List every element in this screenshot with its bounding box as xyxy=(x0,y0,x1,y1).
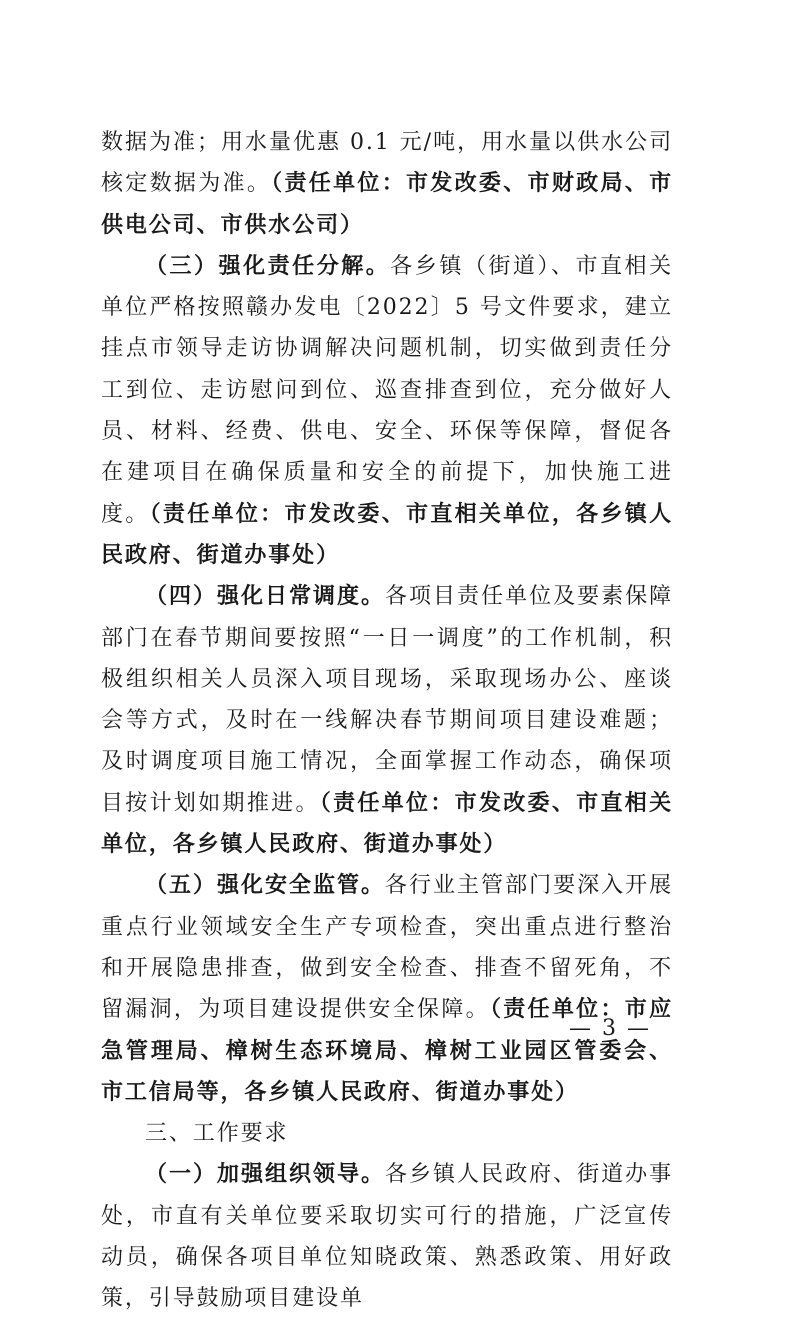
paragraph-text: 各乡镇（街道）、市直相关单位严格按照赣办发电〔2022〕5 号文件要求，建立挂点市领导走访协调解决问题机制，切实做到责任分工到位、走访慰问到位、巡查排查到位，充分做好人员、材料、经费、供电、安全、环保等保障，督促各在建项目在确保质量和安全的前提下，加快施工进度。 xyxy=(101,253,673,527)
section-heading: （三）强化责任分解。 xyxy=(145,252,391,279)
section-title-work-requirements xyxy=(101,1113,673,1154)
paragraph-responsibility-breakdown xyxy=(101,246,673,576)
section-title-text: 三、工作要求 xyxy=(145,1121,289,1147)
paragraph-safety-supervision xyxy=(101,865,673,1113)
body-text xyxy=(101,122,673,1320)
responsibility-units: （责任单位：市发改委、市直相关单位，各乡镇人民政府、街道办事处） xyxy=(101,789,673,858)
paragraph-text: 数据为准；用水量优惠 0.1 元/吨，用水量以供水公司核定数据为准。 xyxy=(101,130,673,197)
page-number: — 3 — xyxy=(569,1016,651,1041)
responsibility-units: （责任单位：市应急管理局、樟树生态环境局、樟树工业园区管委会、市工信局等，各乡镇人民政府、街道办事处） xyxy=(101,996,673,1105)
paragraph-daily-scheduling xyxy=(101,576,673,865)
paragraph-organizational-leadership xyxy=(101,1154,673,1319)
paragraph-text: 各行业主管部门要深入开展重点行业领域安全生产专项检查，突出重点进行整治和开展隐患排查，做到安全检查、排查不留死角，不留漏洞，为项目建设提供安全保障。 xyxy=(101,873,673,1023)
responsibility-units: （责任单位：市发改委、市财政局、市供电公司、市供水公司） xyxy=(101,170,673,238)
section-heading: （一）加强组织领导。 xyxy=(145,1161,386,1188)
section-heading: （四）强化日常调度。 xyxy=(145,583,386,610)
section-heading: （五）强化安全监管。 xyxy=(145,872,386,899)
paragraph-text: 各项目责任单位及要素保障部门在春节期间要按照“一日一调度”的工作机制，积极组织相关人员深入项目现场，采取现场办公、座谈会等方式，及时在一线解决春节期间项目建设难题；及时调度项目施工情况，全面掌握工作动态，确保项目按计划如期推进。 xyxy=(101,584,673,816)
paragraph-text: 各乡镇人民政府、街道办事处，市直有关单位要采取切实可行的措施，广泛宣传动员，确保各项目单位知晓政策、熟悉政策、用好政策，引导鼓励项目建设单 xyxy=(101,1162,673,1312)
responsibility-units: （责任单位：市发改委、市直相关单位，各乡镇人民政府、街道办事处） xyxy=(101,500,673,568)
paragraph-utility-discount xyxy=(101,122,673,246)
